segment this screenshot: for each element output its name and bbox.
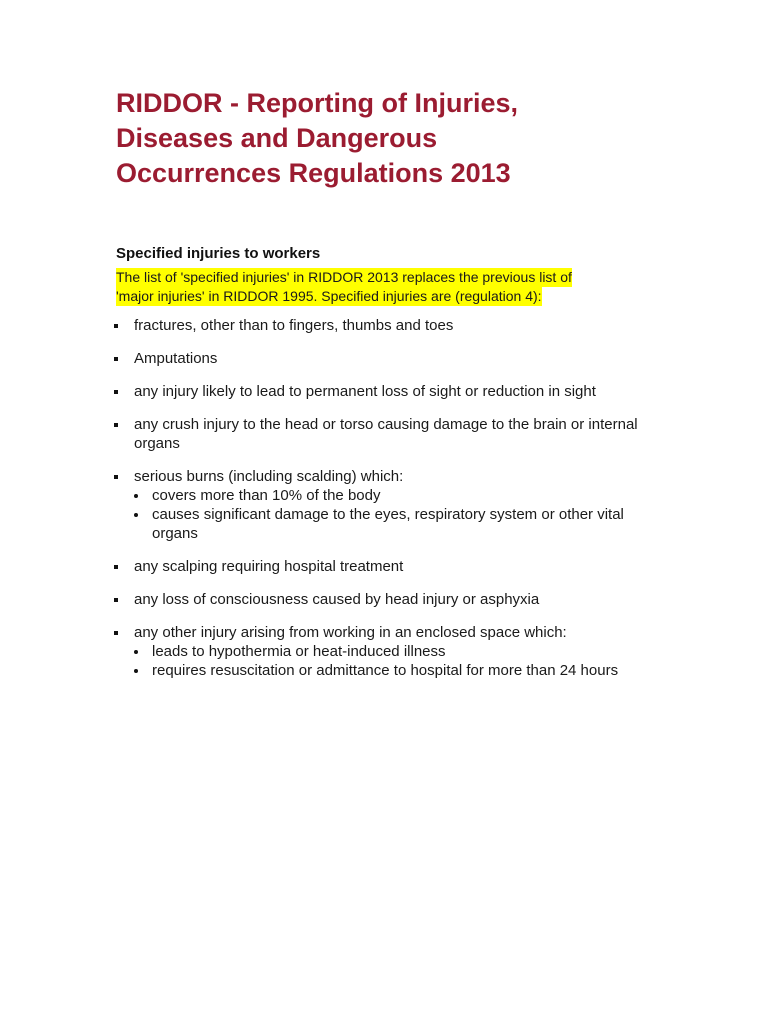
- sub-list-item: [134, 642, 670, 661]
- square-bullet-icon: [114, 324, 118, 328]
- square-bullet-icon: [114, 598, 118, 602]
- sub-list: [134, 486, 670, 543]
- square-bullet-icon: [114, 631, 118, 635]
- list-item-text: any crush injury to the head or torso causing damage to the brain or internal organs: [134, 416, 638, 452]
- sub-list: [134, 642, 670, 680]
- sub-list-item: [134, 661, 670, 680]
- intro-paragraph: [116, 268, 636, 306]
- list-item-text: any scalping requiring hospital treatment: [134, 558, 404, 575]
- round-bullet-icon: [134, 494, 138, 498]
- list-item: [110, 316, 670, 335]
- list-item: [110, 467, 670, 543]
- round-bullet-icon: [134, 669, 138, 673]
- list-item: [110, 590, 670, 609]
- list-item-text: any other injury arising from working in an enclosed space which:: [134, 624, 567, 641]
- list-item-text: any injury likely to lead to permanent loss of sight or reduction in sight: [134, 383, 596, 400]
- intro-highlighted-line: 'major injuries' in RIDDOR 1995. Specified injuries are (regulation 4):: [116, 288, 542, 304]
- list-item: [110, 382, 670, 401]
- sub-list-item: [134, 505, 670, 543]
- square-bullet-icon: [114, 390, 118, 394]
- list-item: [110, 557, 670, 576]
- list-item-text: fractures, other than to fingers, thumbs and toes: [134, 317, 454, 334]
- intro-highlighted-line: The list of 'specified injuries' in RIDDOR 2013 replaces the previous list of: [116, 269, 572, 285]
- list-item-text: any loss of consciousness caused by head injury or asphyxia: [134, 591, 540, 608]
- sub-list-item: [134, 486, 670, 505]
- list-item: [110, 349, 670, 368]
- round-bullet-icon: [134, 650, 138, 654]
- round-bullet-icon: [134, 513, 138, 517]
- list-item-text: Amputations: [134, 350, 218, 367]
- document-title: [116, 86, 716, 191]
- specified-injuries-list: [110, 316, 670, 694]
- sub-list-item-text: leads to hypothermia or heat-induced illness: [152, 643, 446, 660]
- section-heading: Specified injuries to workers: [116, 245, 321, 262]
- sub-list-item-text: covers more than 10% of the body: [152, 487, 381, 504]
- sub-list-item-text: requires resuscitation or admittance to hospital for more than 24 hours: [152, 662, 619, 679]
- title-line: Occurrences Regulations 2013: [116, 158, 511, 188]
- title-line: Diseases and Dangerous: [116, 123, 438, 153]
- title-line: RIDDOR - Reporting of Injuries,: [116, 88, 518, 118]
- square-bullet-icon: [114, 423, 118, 427]
- list-item: [110, 623, 670, 680]
- square-bullet-icon: [114, 475, 118, 479]
- list-item: [110, 415, 670, 453]
- list-item-text: serious burns (including scalding) which:: [134, 468, 404, 485]
- square-bullet-icon: [114, 565, 118, 569]
- square-bullet-icon: [114, 357, 118, 361]
- sub-list-item-text: causes significant damage to the eyes, respiratory system or other vital organs: [152, 506, 624, 542]
